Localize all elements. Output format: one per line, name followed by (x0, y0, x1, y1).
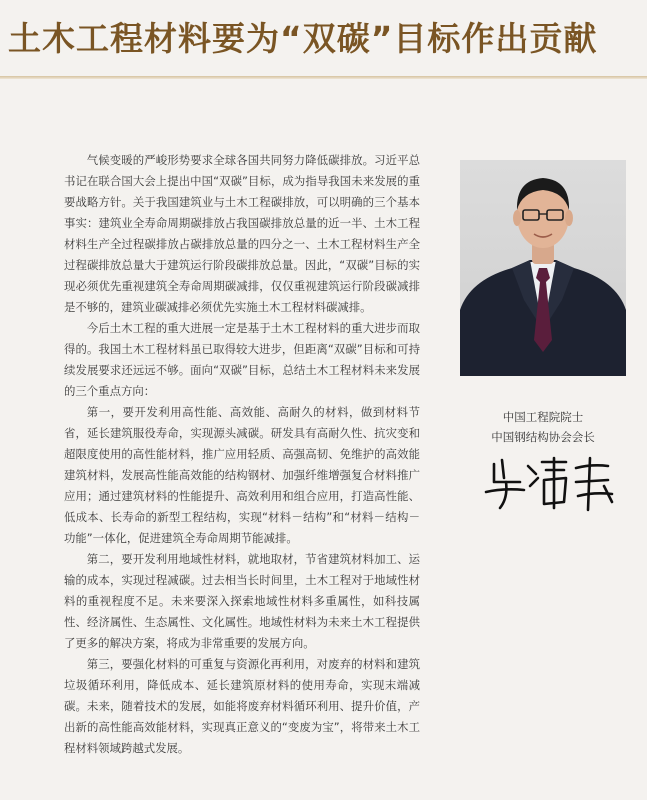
paragraph-intro: 气候变暖的严峻形势要求全球各国共同努力降低碳排放。习近平总书记在联合国大会上提出中国“双碳”目标，成为指导我国未来发展的重要战略方针。关于我国建筑业与土木工程碳排放，可以明确的三个基本事实：建筑业全寿命周期碳排放占我国碳排放总量的近一半、土木工程材料生产全过程碳排放占碳排放总量的四分之一、土木工程材料生产全过程碳排放总量大于建筑运行阶段碳排放总量。因此，“双碳”目标的实现必须优先重视建筑全寿命周期碳减排，仅仅重视建筑运行阶段碳减排是不够的，建筑业碳减排必须优先实施土木工程材料碳减排。 (64, 153, 420, 314)
author-title-academician: 中国工程院院士 (502, 410, 584, 424)
paragraph-directions: 今后土木工程的重大进展一定是基于土木工程材料的重大进步而取得的。我国土木工程材料虽已取得较大进步，但距离“双碳”目标和可持续发展要求还远远不够。面向“双碳”目标，总结土木工程材料未来发展的三个重点方向： (64, 321, 420, 398)
paragraph-third: 第三，要强化材料的可重复与资源化再利用，对废弃的材料和建筑垃圾循环利用，降低成本、延长建筑原材料的使用寿命，实现末端减碳。未来，随着技术的发展，如能将废弃材料循环利用、提升价值，产出新的高性能高效能材料，实现真正意义的“变废为宝”，将带来土木工程材料领域跨越式发展。 (64, 657, 420, 755)
article-body (64, 150, 420, 759)
author-signature (480, 452, 620, 514)
author-portrait (460, 160, 626, 376)
title-divider (0, 76, 647, 79)
author-title-association: 中国钢结构协会会长 (491, 430, 595, 444)
author-caption (440, 407, 646, 447)
article-title: 土木工程材料要为“双碳”目标作出贡献 (8, 19, 598, 58)
paragraph-first: 第一，要开发利用高性能、高效能、高耐久的材料，做到材料节省，延长建筑服役寿命，实现源头减碳。研发具有高耐久性、抗灾变和超限度使用的高性能材料，推广应用轻质、高强高韧、免维护的高效能建筑材料，发展高性能高效能的结构钢材、加强纤维增强复合材料推广应用；通过建筑材料的性能提升、高效利用和组合应用，打造高性能、低成本、长寿命的新型工程结构，实现“材料－结构”和“材料－结构－功能”一体化，促进建筑全寿命周期节能减排。 (64, 405, 420, 545)
paragraph-second: 第二，要开发利用地域性材料，就地取材，节省建筑材料加工、运输的成本，实现过程减碳。过去相当长时间里，土木工程对于地域性材料的重视程度不足。未来要深入探索地域性材料多重属性，如科技属性、经济属性、生态属性、文化属性。地域性材料为未来土木工程提供了更多的解决方案，将成为非常重要的发展方向。 (64, 552, 420, 650)
